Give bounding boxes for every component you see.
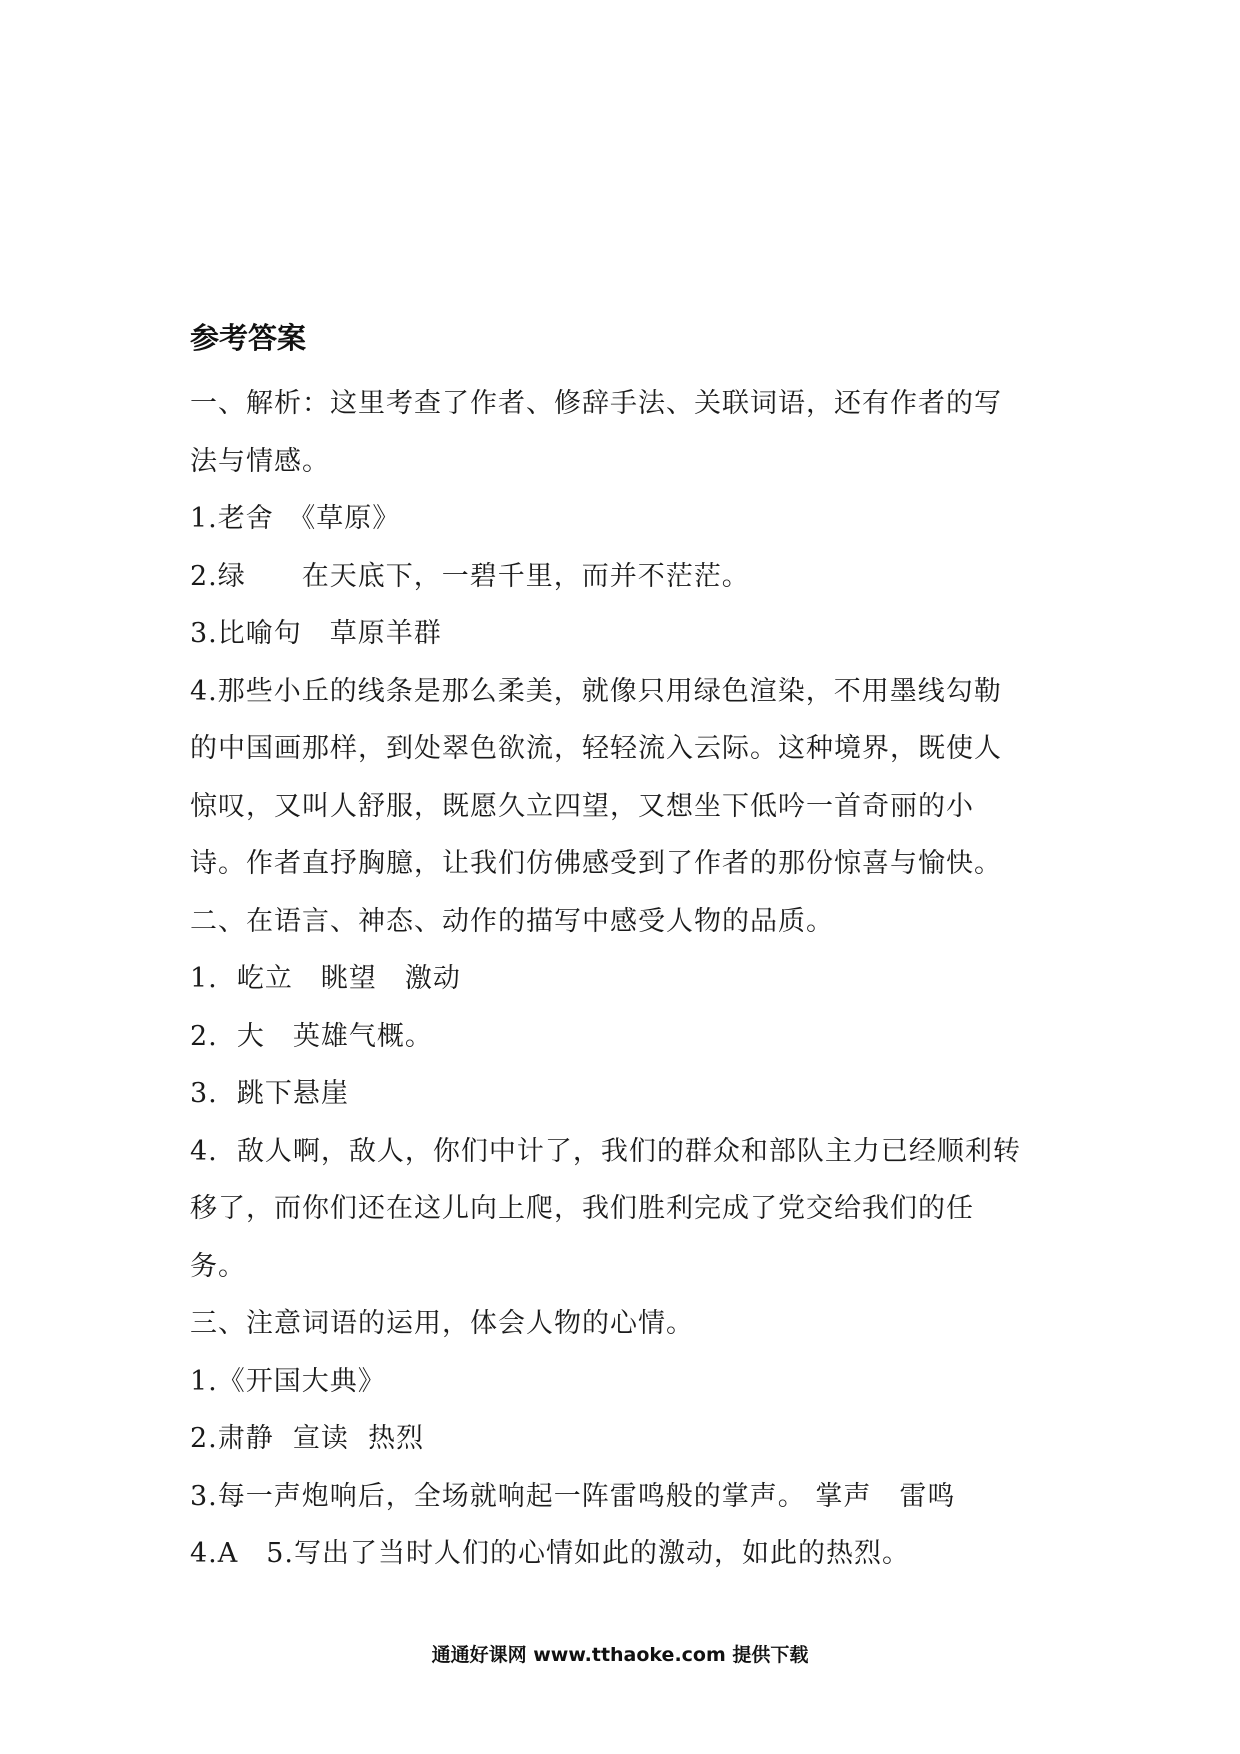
answer-line: 2.绿 在天底下，一碧千里，而并不茫茫。 xyxy=(190,560,750,592)
answer-line: 4. 敌人啊，敌人，你们中计了，我们的群众和部队主力已经顺利转 xyxy=(190,1135,1021,1167)
answer-line: 三、注意词语的运用，体会人物的心情。 xyxy=(190,1308,694,1339)
answer-line: 1.《开国大典》 xyxy=(190,1365,386,1397)
answer-line: 1. 屹立 眺望 激动 xyxy=(190,963,461,994)
answer-line: 二、在语言、神态、动作的描写中感受人物的品质。 xyxy=(190,905,834,937)
answer-line: 一、解析：这里考查了作者、修辞手法、关联词语，还有作者的写 xyxy=(190,388,1002,419)
answer-line: 3.每一声炮响后，全场就响起一阵雷鸣般的掌声。 掌声 雷鸣 xyxy=(190,1480,956,1512)
answer-line: 务。 xyxy=(190,1250,246,1282)
download-footer: 通通好课网 www.tthaoke.com 提供下载 xyxy=(431,1644,809,1666)
answer-line: 2. 大 英雄气概。 xyxy=(190,1020,433,1052)
answer-content xyxy=(190,318,1060,1583)
answer-line: 的中国画那样，到处翠色欲流，轻轻流入云际。这种境界，既使人 xyxy=(190,733,1002,764)
answer-line: 1.老舍 《草原》 xyxy=(190,503,401,534)
answer-line: 惊叹，又叫人舒服，既愿久立四望，又想坐下低吟一首奇丽的小 xyxy=(190,790,974,822)
answer-line: 3.比喻句 草原羊群 xyxy=(190,618,442,649)
answer-line: 诗。作者直抒胸臆，让我们仿佛感受到了作者的那份惊喜与愉快。 xyxy=(190,848,1002,879)
answer-line: 4.A 5.写出了当时人们的心情如此的激动，如此的热烈。 xyxy=(190,1538,911,1569)
page-title: 参考答案 xyxy=(190,321,307,355)
answer-line: 3. 跳下悬崖 xyxy=(190,1078,349,1109)
answer-line: 4.那些小丘的线条是那么柔美，就像只用绿色渲染，不用墨线勾勒 xyxy=(190,675,1002,707)
answer-line: 法与情感。 xyxy=(190,445,330,477)
answer-line: 2.肃静 宣读 热烈 xyxy=(190,1423,425,1454)
answer-line: 移了，而你们还在这儿向上爬，我们胜利完成了党交给我们的任 xyxy=(190,1193,974,1224)
